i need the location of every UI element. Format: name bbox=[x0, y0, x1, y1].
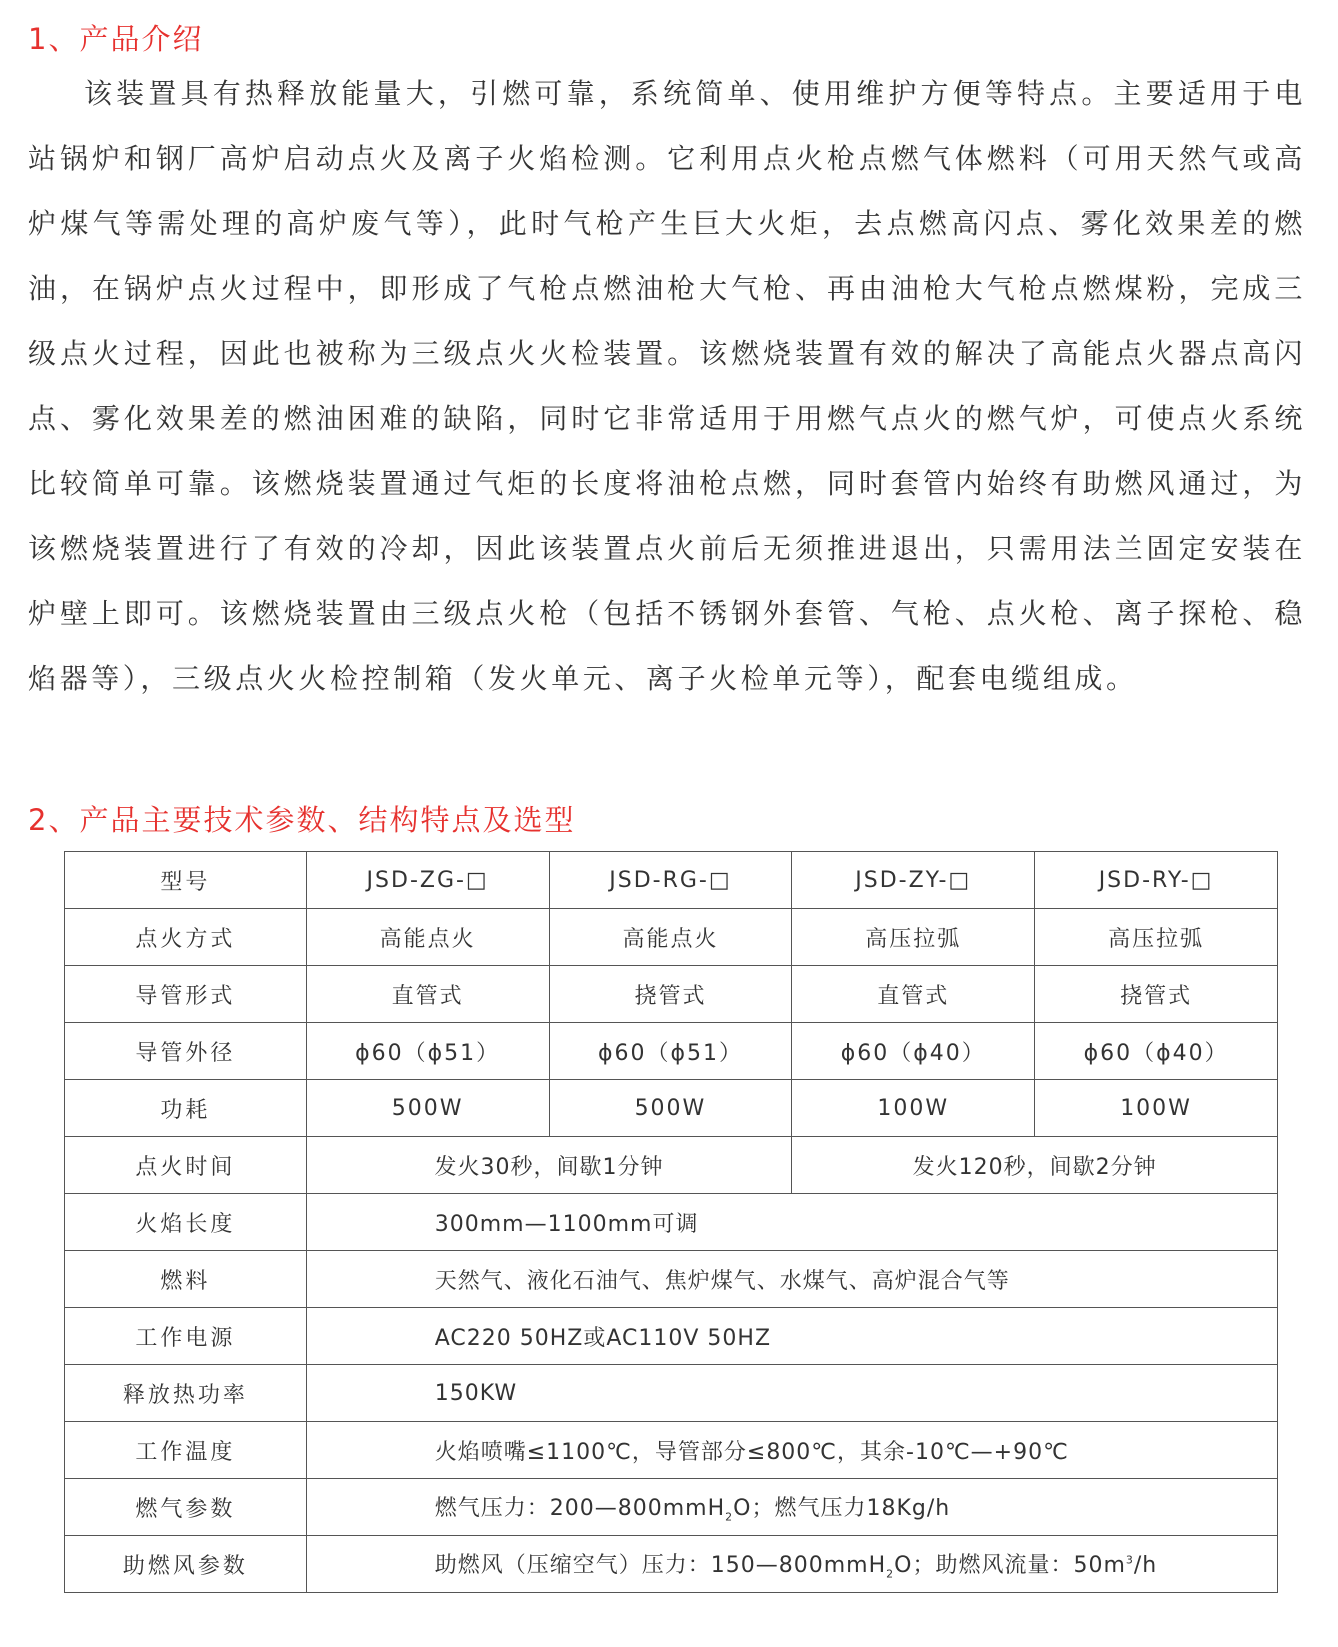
model-cell: JSD-ZY-□ bbox=[792, 852, 1035, 909]
ignition-method-cell: 高压拉弧 bbox=[792, 909, 1035, 966]
table-row-power-supply bbox=[65, 1308, 1278, 1365]
ignition-time-cell: 发火30秒，间歇1分钟 bbox=[306, 1137, 792, 1194]
table-row-gas-params bbox=[65, 1479, 1278, 1536]
table-row-fuel bbox=[65, 1251, 1278, 1308]
row-label: 功耗 bbox=[65, 1080, 307, 1137]
row-label: 导管外径 bbox=[65, 1023, 307, 1080]
power-cell: 500W bbox=[306, 1080, 549, 1137]
conduit-form-cell: 直管式 bbox=[306, 966, 549, 1023]
table-row-power bbox=[65, 1080, 1278, 1137]
row-label: 工作温度 bbox=[65, 1422, 307, 1479]
row-label: 燃料 bbox=[65, 1251, 307, 1308]
gas-params-text-b: O；燃气压力18Kg/h bbox=[733, 1495, 951, 1521]
air-params-subscript: 2 bbox=[886, 1567, 895, 1581]
row-label: 燃气参数 bbox=[65, 1479, 307, 1536]
intro-paragraph: 该装置具有热释放能量大，引燃可靠，系统简单、使用维护方便等特点。主要适用于电站锅炉和钢厂高炉启动点火及离子火焰检测。它利用点火枪点燃气体燃料（可用天然气或高炉煤气等需处理的高炉废气等），此时气枪产生巨大火炬，去点燃高闪点、雾化效果差的燃油，在锅炉点火过程中，即形成了气枪点燃油枪大气枪、再由油枪大气枪点燃煤粉，完成三级点火过程，因此也被称为三级点火火检装置。该燃烧装置有效的解决了高能点火器点高闪点、雾化效果差的燃油困难的缺陷，同时它非常适用于用燃气点火的燃气炉，可使点火系统比较简单可靠。该燃烧装置通过气炬的长度将油枪点燃，同时套管内始终有助燃风通过，为该燃烧装置进行了有效的冷却，因此该装置点火前后无须推进退出，只需用法兰固定安装在炉壁上即可。该燃烧装置由三级点火枪（包括不锈钢外套管、气枪、点火枪、离子探枪、稳焰器等），三级点火火检控制箱（发火单元、离子火检单元等），配套电缆组成。 bbox=[28, 77, 1306, 695]
row-label: 点火方式 bbox=[65, 909, 307, 966]
ignition-method-cell: 高能点火 bbox=[306, 909, 549, 966]
gas-params-cell bbox=[306, 1479, 1277, 1536]
air-params-superscript: 3 bbox=[1125, 1553, 1134, 1567]
table-row-conduit-form bbox=[65, 966, 1278, 1023]
table-row-flame-length bbox=[65, 1194, 1278, 1251]
air-params-text-c: /h bbox=[1133, 1552, 1158, 1578]
power-cell: 500W bbox=[549, 1080, 792, 1137]
section-title-specs: 2、产品主要技术参数、结构特点及选型 bbox=[28, 803, 576, 837]
power-cell: 100W bbox=[792, 1080, 1035, 1137]
heat-release-cell: 150KW bbox=[306, 1365, 1277, 1422]
work-temp-cell: 火焰喷嘴≤1100℃，导管部分≤800℃，其余-10℃—+90℃ bbox=[306, 1422, 1277, 1479]
conduit-form-cell: 直管式 bbox=[792, 966, 1035, 1023]
air-params-text-a: 助燃风（压缩空气）压力：150—800mmH bbox=[434, 1552, 887, 1578]
model-cell: JSD-RG-□ bbox=[549, 852, 792, 909]
model-cell: JSD-RY-□ bbox=[1035, 852, 1278, 909]
table-row-ignition-method bbox=[65, 909, 1278, 966]
conduit-od-cell: ϕ60（ϕ40） bbox=[1035, 1023, 1278, 1080]
air-params-cell bbox=[306, 1536, 1277, 1593]
row-label: 型号 bbox=[65, 852, 307, 909]
air-params-text-b: O；助燃风流量：50m bbox=[894, 1552, 1126, 1578]
ignition-time-cell: 发火120秒，间歇2分钟 bbox=[792, 1137, 1278, 1194]
flame-length-cell: 300mm—1100mm可调 bbox=[306, 1194, 1277, 1251]
row-label: 导管形式 bbox=[65, 966, 307, 1023]
gas-params-text-a: 燃气压力：200—800mmH bbox=[434, 1495, 726, 1521]
model-cell: JSD-ZG-□ bbox=[306, 852, 549, 909]
table-row-air-params bbox=[65, 1536, 1278, 1593]
power-cell: 100W bbox=[1035, 1080, 1278, 1137]
row-label: 释放热功率 bbox=[65, 1365, 307, 1422]
section-title-intro: 1、产品介绍 bbox=[28, 22, 204, 56]
conduit-od-cell: ϕ60（ϕ40） bbox=[792, 1023, 1035, 1080]
conduit-form-cell: 挠管式 bbox=[1035, 966, 1278, 1023]
table-row-model bbox=[65, 852, 1278, 909]
row-label: 工作电源 bbox=[65, 1308, 307, 1365]
conduit-od-cell: ϕ60（ϕ51） bbox=[549, 1023, 792, 1080]
ignition-method-cell: 高压拉弧 bbox=[1035, 909, 1278, 966]
conduit-od-cell: ϕ60（ϕ51） bbox=[306, 1023, 549, 1080]
conduit-form-cell: 挠管式 bbox=[549, 966, 792, 1023]
fuel-cell: 天然气、液化石油气、焦炉煤气、水煤气、高炉混合气等 bbox=[306, 1251, 1277, 1308]
table-row-heat-release bbox=[65, 1365, 1278, 1422]
row-label: 点火时间 bbox=[65, 1137, 307, 1194]
row-label: 助燃风参数 bbox=[65, 1536, 307, 1593]
table-row-ignition-time bbox=[65, 1137, 1278, 1194]
gas-params-subscript: 2 bbox=[725, 1510, 734, 1524]
table-row-work-temp bbox=[65, 1422, 1278, 1479]
power-supply-cell: AC220 50HZ或AC110V 50HZ bbox=[306, 1308, 1277, 1365]
spec-table bbox=[64, 851, 1278, 1593]
row-label: 火焰长度 bbox=[65, 1194, 307, 1251]
ignition-method-cell: 高能点火 bbox=[549, 909, 792, 966]
table-row-conduit-od bbox=[65, 1023, 1278, 1080]
